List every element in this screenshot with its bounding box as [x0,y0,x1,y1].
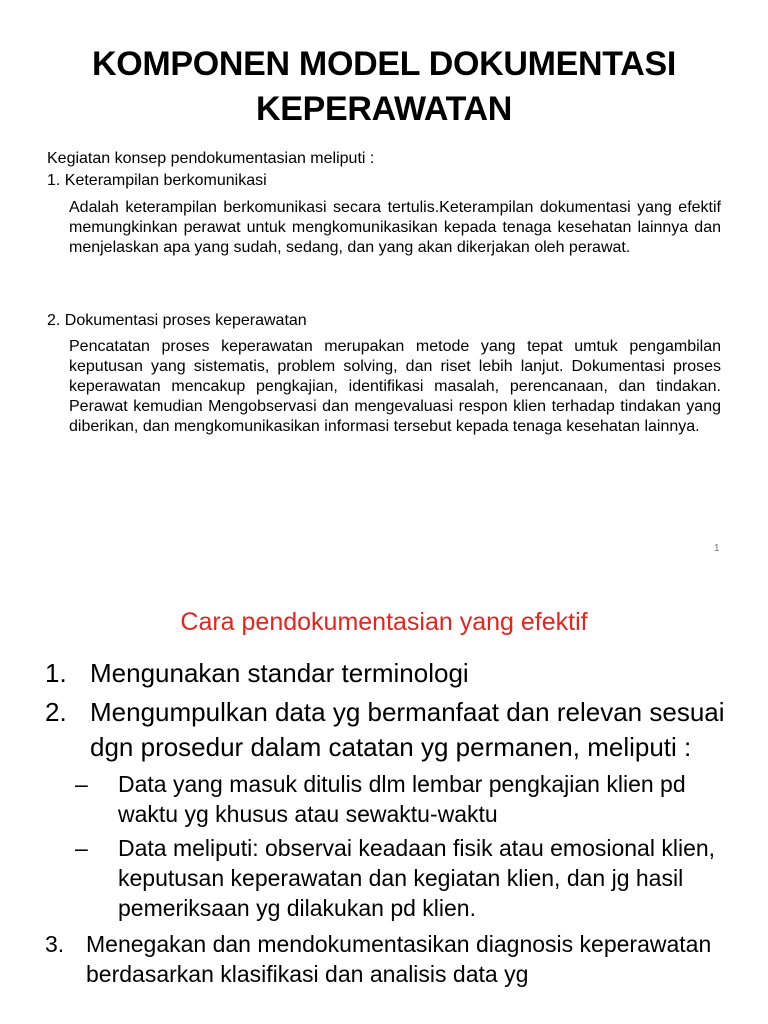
sub-item-text: Data yang masuk ditulis dlm lembar pengkajian klien pd waktu yg khusus atau sewaktu-waktu [118,771,686,827]
dash-bullet: – [75,835,88,861]
list-number: 2. [45,697,67,727]
slide-2-title: Cara pendokumentasian yang efektif [180,608,588,636]
sub-list-item [45,769,745,829]
list-number: 1. [45,658,67,688]
list-item [45,656,745,691]
title-line-1: KOMPONEN MODEL DOKUMENTASI [91,45,677,83]
item-2-heading: 2. Dokumentasi proses keperawatan [47,312,307,329]
dash-bullet: – [75,771,88,797]
intro-block [47,148,374,192]
slide-2 [0,574,768,1024]
title-line-2: KEPERAWATAN [255,90,513,128]
numbered-list [45,656,745,989]
item-1-heading: 1. Keterampilan berkomunikasi [47,172,267,189]
sub-item-text: Data meliputi: observai keadaan fisik atau emosional klien, keputusan keperawatan dan kegiatan klien, dan jg hasil pemeriksaan yg dilakukan pd klien. [118,835,716,921]
list-item-text: Menegakan dan mendokumentasikan diagnosis keperawatan berdasarkan klasifikasi dan analisis data yg [86,931,712,987]
page-number: 1 [714,543,720,554]
list-item [45,929,745,989]
sub-list-item [45,833,745,923]
list-item [45,695,745,765]
intro-text: Kegiatan konsep pendokumentasian meliputi : [47,150,375,167]
item-1-paragraph: Adalah keterampilan berkomunikasi secara tertulis.Keterampilan dokumentasi yang efektif memungkinkan perawat untuk mengkomunikasikan kepada tenaga kesehatan lainnya dan menjelaskan apa yang sudah, sedang, dan yang akan dikerjakan oleh perawat. [69,199,721,256]
item-2-paragraph: Pencatatan proses keperawatan merupakan metode yang tepat umtuk pengambilan keputusan yang sistematis, problem solving, dan riset lebih lanjut. Dokumentasi proses keperawatan mencakup pengkajian, identifikasi masalah, perencanaan, dan tindakan. Perawat kemudian Mengobservasi dan mengevaluasi respon klien terhadap tindakan yang diberikan, dan mengkomunikasikan informasi tersebut kepada tenaga kesehatan lainnya. [69,338,721,435]
list-item-text: Mengumpulkan data yg bermanfaat dan relevan sesuai dgn prosedur dalam catatan yg permanen, meliputi : [90,697,725,762]
slide-title [0,42,768,132]
list-item-text: Mengunakan standar terminologi [90,658,469,688]
list-number: 3. [45,931,65,957]
